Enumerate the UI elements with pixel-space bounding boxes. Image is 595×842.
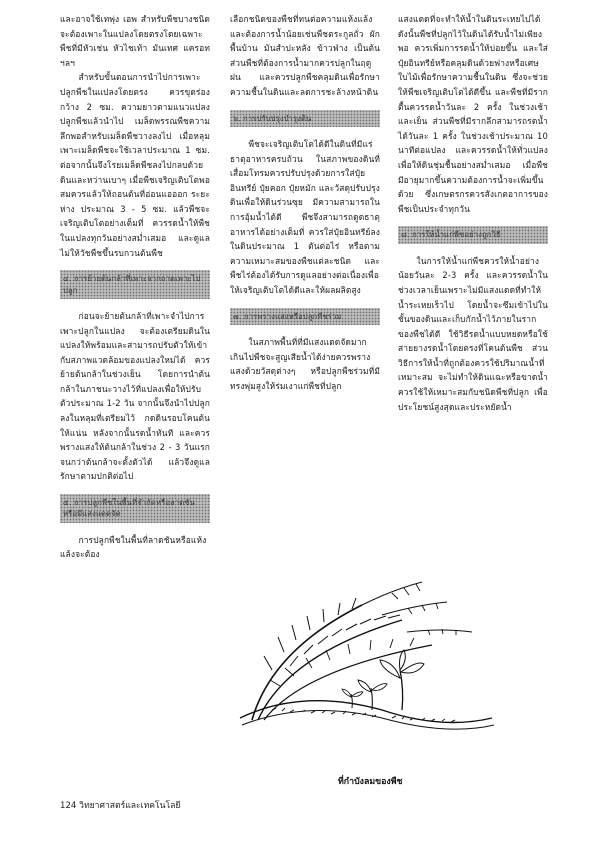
body-paragraph: และอาจใช้เทพุ่ง เอพ สำหรับพืชบางชนิดจะต้องเพาะในแปลงโดยตรงโดยเฉพาะพืชที่มีหัวเช่น หัวไชเท้า มันเทศ แครอท ฯลฯ [60, 14, 210, 68]
section-heading: ๗. การพรางแสงหรือปลูกพืชร่วม [230, 308, 380, 325]
body-paragraph: ในสภาพพื้นที่ที่มีแสงแดดจัดมากเกินไปพืชจะสูญเสียน้ำได้ง่ายควรพรางแสงด้วยวัสดุต่างๆ หรือปลูกพืชร่วมที่มีทรงพุ่มสูงให้ร่มเงาแก่พืชที่ปลูก [230, 336, 380, 391]
body-paragraph: แสงแดดที่จะทำให้น้ำในดินระเหยไปได้ ดังนั้นพืชที่ปลูกไว้ในดินได้รับน้ำไม่เพียงพอ ควรเพิ่มการรดน้ำให้บ่อยขึ้น และใส่ปุ๋ยอินทรีย์หรือคลุมดินด้วยฟางหรือเศษใบไม้เพื่อรักษาความชื้นในดิน ซึ่งจะช่วยให้พืชเจริญเติบโตได้ดีขึ้น และพืชที่มีรากตื้นควรรดน้ำวันละ 2 ครั้ง ในช่วงเช้าและเย็น ส่วนพืชที่มีรากลึกสามารถรดน้ำได้วันละ 1 ครั้ง ในช่วงเช้าประมาณ 10 นาทีต่อแปลง และควรรดน้ำให้ทั่วแปลงเพื่อให้ดินชุ่มชื้นอย่างสม่ำเสมอ เมื่อพืชมีอายุมากขึ้นความต้องการน้ำจะเพิ่มขึ้นด้วย ซึ่งเกษตรกรควรสังเกตอาการของพืชเป็นประจำทุกวัน [398, 14, 548, 214]
section-heading: ๔. การย้ายต้นกล้าที่เพาะจากถาดเพาะไปปลูก [60, 270, 210, 299]
windbreak-fronds [362, 582, 472, 632]
windbreak-illustration [232, 560, 532, 760]
seedling-leaf [358, 680, 371, 692]
body-paragraph: พืชจะเจริญเติบโตได้ดีในดินที่มีแร่ธาตุอาหารครบถ้วน ในสภาพของดินที่เสื่อมโทรมควรปรับปรุงด้วยการใส่ปุ๋ยอินทรีย์ ปุ๋ยคอก ปุ๋ยหมัก และวัสดุปรับปรุงดินเพื่อให้ดินร่วนซุย มีความสามารถในการอุ้มน้ำได้ดี พืชจึงสามารถดูดธาตุอาหารได้อย่างเต็มที่ ควรใส่ปุ๋ยอินทรีย์ลงในดินประมาณ 1 ตันต่อไร่ หรือตามความเหมาะสมของพืชแต่ละชนิด และพืชไร่ต้องได้รับการดูแลอย่างต่อเนื่องเพื่อให้เจริญเติบโตได้ดีและให้ผลผลิตสูง [230, 138, 380, 295]
column-1 [60, 12, 210, 562]
seedling-leaf [400, 650, 406, 670]
ground-mound [242, 710, 494, 729]
body-paragraph: สำหรับขั้นตอนการนำไปการเพาะปลูกพืชในแปลงโดยตรง ควรขุดร่องกว้าง 2 ซม. ความยาวตามแนวแปลงปลูกพืชแล้วนำไป เมล็ดพรรณพืชความลึกพอสำหรับเมล็ดพืชวางลงไป เมื่อหลุมเพาะเมล็ดพืชจะใช้เวลาประมาณ 1 ซม. ต่อจากนั้นจึงโรยเมล็ดพืชลงไปกลบด้วยดินและหว่านเบาๆ เมื่อพืชเจริญเติบโตพอสมควรแล้วให้ถอนต้นที่อ่อนแอออก ระยะห่าง ประมาณ 3 - 5 ซม. แล้วพืชจะเจริญเติบโตอย่างเต็มที่ ควรรดน้ำให้พืชในแปลงทุกวันอย่างสม่ำเสมอ และดูแลไม่ให้วัชพืชขึ้นรบกวนต้นพืช [60, 72, 210, 258]
seedling-leaf [401, 663, 424, 673]
page-footer: 124 วิทยาศาสตร์และเทคโนโลยี [60, 801, 181, 811]
windbreak-leaves [270, 638, 414, 686]
seedling-leaf [380, 660, 400, 678]
section-heading: ๖. การปรับปรุงบำรุงดิน [230, 110, 380, 127]
column-3 [398, 12, 548, 414]
ground-mound [240, 701, 492, 723]
section-heading: ๘. การให้น้ำแก่พืชอย่างถูกวิธี [398, 226, 548, 243]
body-paragraph: เลือกชนิดของพืชที่ทนต่อความแห้งแล้งและต้องการน้ำน้อยเช่นพืชตระกูลถั่ว ผักพื้นบ้าน มันสำปะหลัง ข้าวฟ่าง เป็นต้น ส่วนพืชที่ต้องการน้ำมากควรปลูกในฤดูฝน และควรปลูกพืชคลุมดินเพื่อรักษาความชื้นในดินและลดการชะล้างหน้าดิน [230, 14, 380, 97]
body-paragraph: ก่อนจะย้ายต้นกล้าที่เพาะจำไปการเพาะปลูกในแปลง จะต้องเตรียมดินในแปลงให้พร้อมและสามารถปรับตัวให้เข้ากับสภาพแวดล้อมของแปลงใหม่ได้ ควรย้ายต้นกล้าในช่วงเย็น โดยการนำต้นกล้าในภาชนะวางไว้ที่แปลงเพื่อให้ปรับตัวประมาณ 1-2 วัน จากนั้นจึงนำไปปลูกลงในหลุมที่เตรียมไว้ กดดินรอบโคนต้นให้แน่น หลังจากนั้นรดน้ำทันที และควรพรางแสงให้ต้นกล้าในช่วง 2 - 3 วันแรกจนกว่าต้นกล้าจะตั้งตัวได้ แล้วจึงดูแลรักษาตามปกติต่อไป [60, 310, 210, 482]
seedling [400, 670, 403, 710]
seedling-leaf [372, 684, 387, 691]
body-paragraph: ในการให้น้ำแก่พืชควรให้น้ำอย่างน้อยวันละ 2-3 ครั้ง และควรรดน้ำในช่วงเวลาเย็นเพราะไม่มีแสงแดดที่ทำให้น้ำระเหยเร็วไป โดยน้ำจะซึมเข้าไปในชั้นของดินและเก็บกักน้ำไว้ภายในรากของพืชได้ดี ใช้วิธีรดน้ำแบบหยดหรือใช้สายยางรดน้ำโดยตรงที่โคนต้นพืช ส่วนวิธีการให้น้ำที่ถูกต้องควรใช้ปริมาณน้ำที่เหมาะสม จะไม่ทำให้ดินแฉะหรือขาดน้ำ ควรใช้ให้เหมาะสมกับชนิดพืชที่ปลูก เพื่อประโยชน์สูงสุดและประหยัดน้ำ [398, 255, 548, 412]
body-paragraph: การปลูกพืชในพื้นที่ลาดชันหรือแห้งแล้งจะต้อง [60, 534, 207, 560]
windbreak-leaves [264, 598, 400, 670]
seedling-leaf [352, 692, 363, 697]
column-2 [230, 12, 380, 393]
section-heading: ๕. การปลูกพืชในพื้นที่จำกัดหรือลาดชันหรือมีแสงแดดจัด [60, 494, 210, 523]
seedling-leaf [342, 689, 351, 697]
figure-caption: ที่กำบังลมของพืช [338, 777, 403, 787]
soil-texture [392, 716, 455, 722]
